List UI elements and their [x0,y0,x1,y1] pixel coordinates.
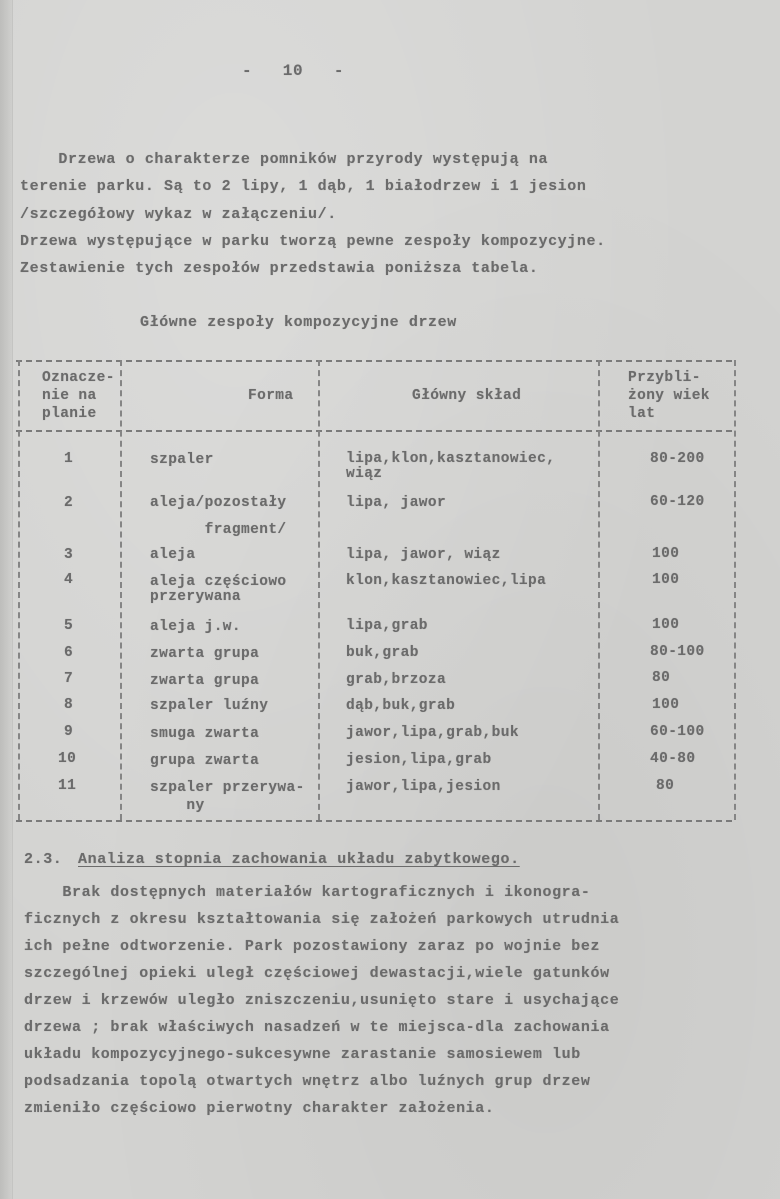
row-wiek: 80 [656,778,675,794]
row-forma: smuga zwarta [150,726,260,742]
row-nr: 8 [64,697,74,713]
header-separator [16,430,732,432]
row-nr: 1 [64,451,74,467]
section-line-3: ich pełne odtworzenie. Park pozostawiony zaraz po wojnie bez [24,938,601,955]
header-oznaczenie-1: Oznacze- [42,370,115,386]
row-forma: grupa zwarta [150,753,260,769]
row-sklad: lipa, jawor [346,495,447,511]
row-nr: 6 [64,645,74,661]
row-sklad: klon,kasztanowiec,lipa [346,573,547,589]
section-line-1: Brak dostępnych materiałów kartograficznych i ikonogra- [24,884,591,901]
row-sklad: jawor,lipa,jesion [346,779,501,795]
row-wiek: 100 [652,546,680,562]
row-sklad: buk,grab [346,645,419,661]
header-wiek-1: Przybli- [628,370,701,386]
row-nr: 5 [64,618,74,634]
header-wiek-2: żony wiek [628,388,710,404]
row-wiek: 80-100 [650,644,705,660]
row-sklad: jawor,lipa,grab,buk [346,725,519,741]
row-forma: szpaler przerywa- [150,780,305,796]
row-forma: aleja/pozostały [150,495,287,511]
row-forma: aleja j.w. [150,619,242,635]
header-sklad: Główny skład [412,388,522,404]
row-forma: zwarta grupa [150,673,260,689]
row-forma-cont: przerywana [150,589,242,605]
column-border-1 [120,360,122,820]
composition-table [16,352,738,824]
row-forma: szpaler luźny [150,698,269,714]
row-sklad: jesion,lipa,grab [346,752,492,768]
row-wiek: 80-200 [650,451,705,467]
row-wiek: 60-120 [650,494,705,510]
table-top-border [16,360,732,362]
table-bottom-border [16,820,732,822]
header-wiek-3: lat [628,406,656,422]
section-number: 2.3. [24,851,63,868]
page-number: - 10 - [242,62,345,80]
row-wiek: 100 [652,697,680,713]
intro-line-2: terenie parku. Są to 2 lipy, 1 dąb, 1 białodrzew i 1 jesion [20,178,587,195]
row-sklad: lipa,grab [346,618,428,634]
section-line-2: ficznych z okresu kształtowania się założeń parkowych utrudnia [24,911,620,928]
row-sklad: lipa,klon,kasztanowiec, [346,451,556,467]
row-forma: zwarta grupa [150,646,260,662]
section-line-9: zmieniło częściowo pierwotny charakter założenia. [24,1100,495,1117]
row-wiek: 100 [652,617,680,633]
header-oznaczenie-3: planie [42,406,97,422]
section-line-4: szczególnej opieki uległ częściowej dewastacji,wiele gatunków [24,965,610,982]
row-wiek: 60-100 [650,724,705,740]
row-wiek: 100 [652,572,680,588]
row-forma-cont: fragment/ [150,522,287,538]
row-sklad: dąb,buk,grab [346,698,456,714]
section-line-7: układu kompozycyjnego-sukcesywne zarastanie samosiewem lub [24,1046,581,1063]
section-title: Analiza stopnia zachowania układu zabytkowego. [78,851,520,868]
row-nr: 2 [64,495,74,511]
row-sklad: grab,brzoza [346,672,447,688]
row-forma: szpaler [150,452,214,468]
intro-line-3: /szczegółowy wykaz w załączeniu/. [20,206,337,223]
row-nr: 4 [64,572,74,588]
row-sklad-cont: wiąz [346,466,383,482]
row-wiek: 40-80 [650,751,696,767]
row-nr: 11 [58,778,77,794]
row-forma: aleja [150,547,196,563]
row-nr: 3 [64,547,74,563]
row-nr: 10 [58,751,77,767]
column-border-2 [318,360,320,820]
intro-line-5: Zestawienie tych zespołów przedstawia poniższa tabela. [20,260,539,277]
intro-line-1: Drzewa o charakterze pomników przyrody występują na [20,151,549,168]
column-border-left [18,360,20,820]
table-caption: Główne zespoły kompozycyjne drzew [140,314,457,331]
row-nr: 9 [64,724,74,740]
row-nr: 7 [64,671,74,687]
section-line-8: podsadzania topolą otwartych wnętrz albo luźnych grup drzew [24,1073,591,1090]
section-line-5: drzew i krzewów uległo zniszczeniu,usunięto stare i usychające [24,992,620,1009]
intro-line-4: Drzewa występujące w parku tworzą pewne zespoły kompozycyjne. [20,233,606,250]
column-border-3 [598,360,600,820]
header-oznaczenie-2: nie na [42,388,97,404]
header-forma: Forma [248,388,294,404]
row-forma-cont: ny [150,798,205,814]
section-line-6: drzewa ; brak właściwych nasadzeń w te miejsca-dla zachowania [24,1019,610,1036]
row-sklad: lipa, jawor, wiąz [346,547,501,563]
row-wiek: 80 [652,670,671,686]
page-binding-edge [0,0,13,1199]
row-forma: aleja częściowo [150,574,287,590]
column-border-right [734,360,736,820]
